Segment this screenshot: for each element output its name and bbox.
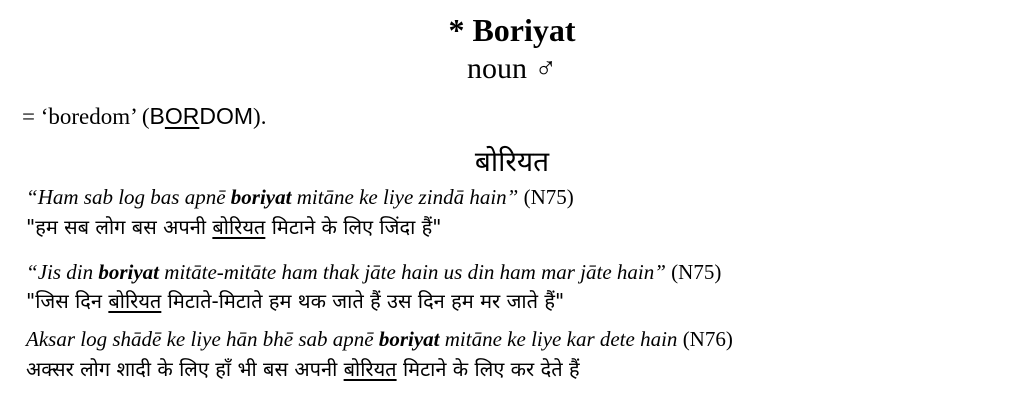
example-transliteration (26, 185, 574, 210)
part-of-speech (0, 52, 1024, 86)
code-prefix: B (149, 103, 165, 129)
example-hi-pre: "जिस दिन (26, 289, 109, 313)
definition-open-paren: ( (136, 104, 150, 129)
example-open-quote: “ (26, 185, 38, 209)
example-source: (N75) (665, 260, 722, 284)
example-devanagari (26, 213, 441, 240)
example-text-post: mitāne ke liye kar dete hain (439, 327, 678, 351)
definition-close-paren: ). (253, 104, 267, 129)
headword: * Boriyat (448, 12, 576, 48)
example-transliteration (26, 260, 721, 285)
definition-eq: = (22, 104, 41, 129)
male-gender-icon: ♂ (534, 52, 557, 85)
example-text-pre: Jis din (37, 260, 99, 284)
example-transliteration (26, 327, 733, 352)
example-text-post: mitāte-mitāte ham thak jāte hain us din ham mar jāte hain” (159, 260, 666, 284)
example-text-pre: Aksar log shādē ke liye hān bhē sab apnē (26, 327, 379, 351)
example-devanagari (26, 355, 580, 382)
definition-gloss: ‘boredom’ (40, 104, 137, 129)
example-devanagari (26, 287, 564, 314)
example-open-quote: “ (26, 260, 38, 284)
example-hi-post: मिटाने के लिए जिंदा हैं" (265, 215, 442, 239)
example-keyword: boriyat (98, 260, 160, 284)
example-source: (N75) (518, 185, 574, 209)
example-keyword: boriyat (230, 185, 292, 209)
code-underlined: OR (164, 103, 200, 129)
example-hi-post: मिटाने के लिए कर देते हैं (396, 357, 580, 381)
code-suffix: DOM (199, 103, 254, 129)
example-hi-keyword: बोरियत (212, 215, 266, 239)
example-hi-post: मिटाते-मिटाते हम थक जाते हैं उस दिन हम मर जाते हैं" (161, 289, 565, 313)
example-hi-keyword: बोरियत (108, 289, 162, 313)
example-text-post: mitāne ke liye zindā hain” (291, 185, 519, 209)
example-hi-pre: "हम सब लोग बस अपनी (26, 215, 213, 239)
definition (22, 103, 266, 130)
devanagari-headword: बोरियत (474, 145, 550, 178)
example-text-pre: Ham sab log bas apnē (37, 185, 231, 209)
example-hi-keyword: बोरियत (343, 357, 397, 381)
definition-code (150, 103, 254, 129)
example-source: (N76) (677, 327, 733, 351)
example-hi-pre: अक्सर लोग शादी के लिए हाँ भी बस अपनी (26, 357, 344, 381)
example-keyword: boriyat (378, 327, 440, 351)
pos-label: noun (467, 52, 527, 85)
